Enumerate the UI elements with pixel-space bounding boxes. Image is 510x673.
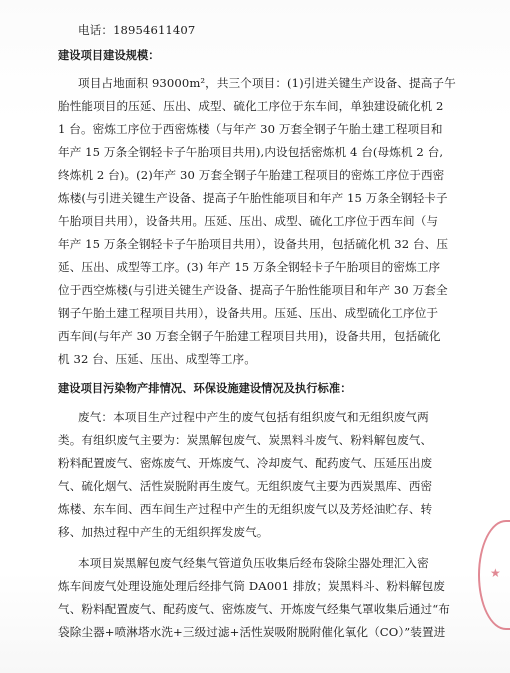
- paragraph-line: 终炼机 2 台)。(2)年产 30 万套全钢子午胎建工程项目的密炼工序位于西密: [58, 168, 445, 182]
- paragraph-line: 延、压出、成型等工序。(3) 年产 15 万条全钢轻卡子午胎项目的密炼工序: [58, 260, 441, 274]
- paragraph-line: 本项目炭黑解包废气经集气管道负压收集后经布袋除尘器处理汇入密: [78, 556, 429, 570]
- paragraph-line: 粉料配置废气、密炼废气、开炼废气、冷却废气、配药废气、压延压出废: [58, 456, 433, 470]
- paragraph-line: 气、硫化烟气、活性炭脱附再生废气。无组织废气主要为西炭黑库、西密: [58, 479, 433, 493]
- paragraph-line: 项目占地面积 93000m²，共三个项目：(1)引进关键生产设备、提高子午: [78, 76, 456, 90]
- paragraph-line: 年产 15 万条全钢轻卡子午胎项目共用），设备共用，包括硫化机 32 台、压: [58, 237, 449, 251]
- paragraph-line: 机 32 台、压延、压出、成型等工序。: [58, 352, 256, 366]
- section-heading-scale: 建设项目建设规模：: [58, 49, 160, 62]
- paragraph-line: 位于西空炼楼(与引进关键生产设备、提高子午胎性能项目和年产 30 万套全: [58, 283, 448, 297]
- paragraph-line: 废气：本项目生产过程中产生的废气包括有组织废气和无组织废气两: [78, 410, 429, 424]
- paragraph-line: 移、加热过程中产生的无组织挥发废气。: [58, 525, 269, 539]
- paragraph-line: 午胎项目共用），设备共用。压延、压出、成型、硫化工序位于西车间（与: [58, 214, 439, 228]
- paragraph-line: 年产 15 万条全钢轻卡子午胎项目共用),内设包括密炼机 4 台(母炼机 2 台,: [58, 145, 444, 159]
- paragraph-line: 钢子午胎土建工程项目共用），设备共用。压延、压出、成型硫化工序位于: [58, 306, 439, 320]
- paragraph-line: 炼车间废气处理设施处理后经排气筒 DA001 排放；炭黑料斗、粉料解包废: [58, 579, 445, 593]
- phone-line: 电话：18954611407: [78, 23, 196, 37]
- paragraph-line: 气、粉料配置废气、配药废气、密炼废气、开炼废气经集气罩收集后通过“布: [58, 602, 450, 616]
- paragraph-line: 炼楼(与引进关键生产设备、提高子午胎性能项目和年产 15 万条全钢轻卡子: [58, 191, 448, 205]
- paragraph-line: 西车间(与年产 30 万套全钢子午胎建工程项目共用)，设备共用，包括硫化: [58, 329, 441, 343]
- paragraph-line: 炼楼、东车间、西车间生产过程中产生的无组织废气以及芳烃油贮存、转: [58, 502, 433, 516]
- paragraph-line: 胎性能项目的压延、压出、成型、硫化工序位于东车间，单独建设硫化机 2: [58, 99, 444, 113]
- section-heading-pollution: 建设项目污染物产排情况、环保设施建设情况及执行标准：: [58, 382, 352, 395]
- paragraph-line: 1 台。密炼工序位于西密炼楼（与年产 30 万套全钢子午胎土建工程项目和: [58, 122, 443, 136]
- paragraph-line: 袋除尘器+喷淋塔水洗+三级过滤+活性炭吸附脱附催化氧化（CO）”装置进: [58, 625, 446, 639]
- paragraph-line: 类。有组织废气主要为：炭黑解包废气、炭黑料斗废气、粉料解包废气、: [58, 433, 433, 447]
- seal-star-icon: ★: [490, 566, 501, 580]
